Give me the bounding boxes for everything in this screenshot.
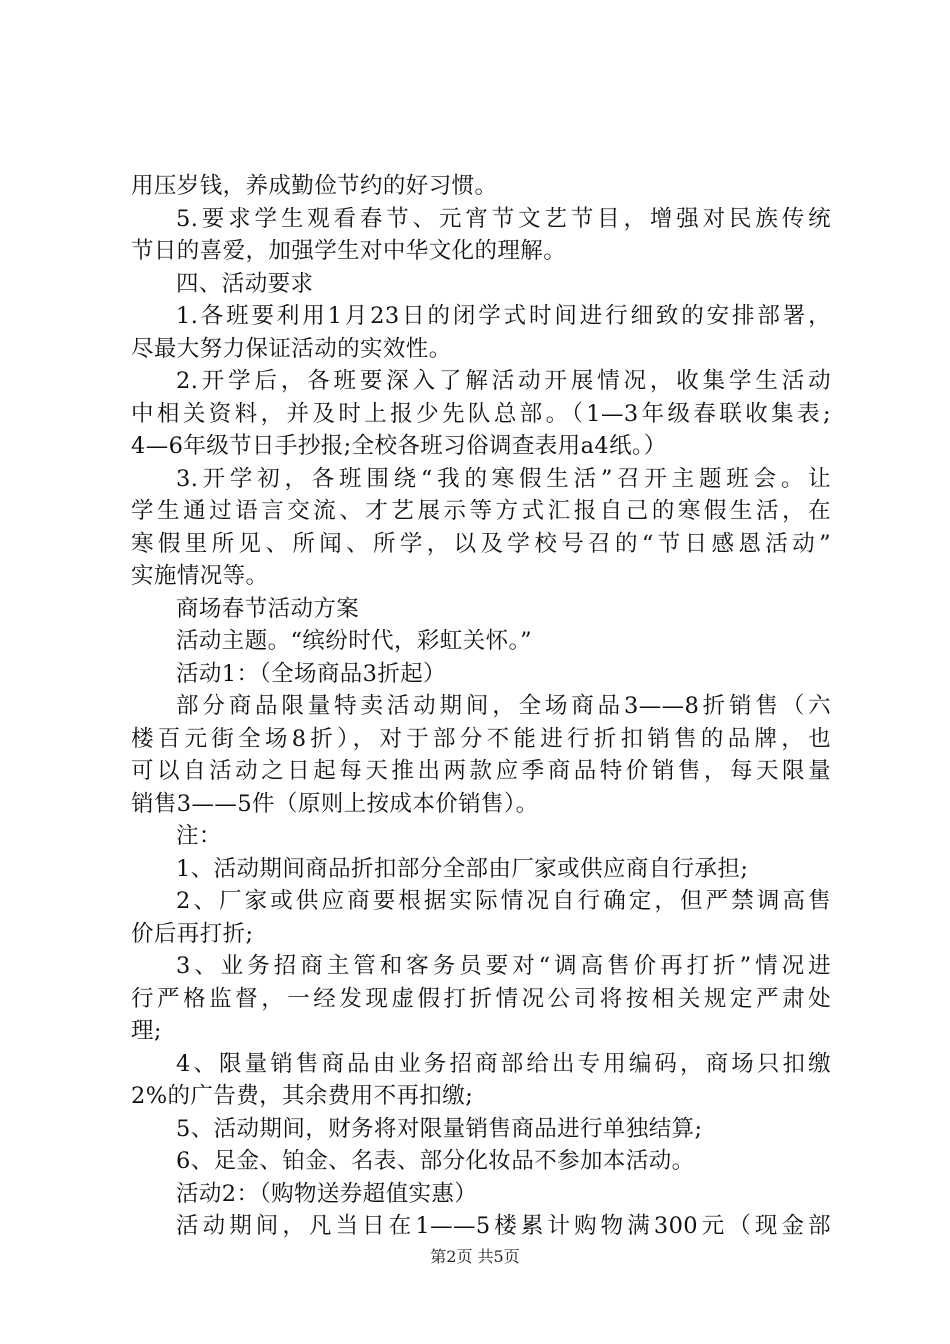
text-line: 1、活动期间商品折扣部分全部由厂家或供应商自行承担; [176,855,749,882]
document-body [131,170,831,1243]
text-line: 6、足金、铂金、名表、部分化妆品不参加本活动。 [176,1148,695,1174]
text-line: 寒假里所见、所闻、所学，以及学校号召的“节日感恩活动” [131,530,831,557]
text-line: 行严格监督，一经发现虚假打折情况公司将按相关规定严肃处 [131,985,831,1012]
text-line: 4、限量销售商品由业务招商部给出专用编码，商场只扣缴 [176,1050,831,1077]
text-line: 销售3——5件（原则上按成本价销售）。 [131,790,539,817]
text-line: 2、厂家或供应商要根据实际情况自行确定，但严禁调高售 [176,888,831,914]
text-line: 2.开学后，各班要深入了解活动开展情况，收集学生活动 [176,368,831,394]
text-line: 尽最大努力保证活动的实效性。 [131,335,452,362]
text-line: 活动期间，凡当日在1——5楼累计购物满300元（现金部 [176,1213,831,1239]
text-line: 用压岁钱，养成勤俭节约的好习惯。 [131,173,498,199]
text-line: 3、业务招商主管和客务员要对“调高售价再打折”情况进 [176,953,831,979]
text-line: 价后再打折; [131,920,254,947]
text-line: 1.各班要利用1月23日的闭学式时间进行细致的安排部署， [176,303,831,329]
text-line: 学生通过语言交流、才艺展示等方式汇报自己的寒假生活，在 [131,498,831,524]
text-line: 可以自活动之日起每天推出两款应季商品特价销售，每天限量 [131,758,831,784]
text-line: 4—6年级节日手抄报;全校各班习俗调查表用a4纸。） [131,433,667,459]
text-line: 实施情况等。 [131,563,269,589]
text-line: 活动2：（购物送券超值实惠） [176,1180,478,1207]
text-line: 节日的喜爱，加强学生对中华文化的理解。 [131,238,567,264]
text-line: 注： [176,823,222,849]
text-line: 活动主题。“缤纷时代，彩虹关怀。” [176,628,533,654]
text-line: 楼百元街全场8折），对于部分不能进行折扣销售的品牌，也 [131,725,831,752]
text-line: 四、活动要求 [176,270,314,297]
text-line: 5.要求学生观看春节、元宵节文艺节目，增强对民族传统 [176,205,831,232]
text-line: 商场春节活动方案 [176,595,360,622]
text-line: 3.开学初，各班围绕“我的寒假生活”召开主题班会。让 [176,465,831,492]
text-line: 5、活动期间，财务将对限量销售商品进行单独结算; [176,1115,703,1142]
text-line: 理; [131,1018,162,1044]
page-footer: 第2页 共5页 [430,1247,520,1266]
text-line: 部分商品限量特卖活动期间，全场商品3——8折销售（六 [176,693,831,719]
text-line: 2%的广告费，其余费用不再扣缴; [131,1083,474,1109]
text-line: 活动1：（全场商品3折起） [176,660,447,687]
text-line: 中相关资料，并及时上报少先队总部。（1—3年级春联收集表; [131,400,831,427]
